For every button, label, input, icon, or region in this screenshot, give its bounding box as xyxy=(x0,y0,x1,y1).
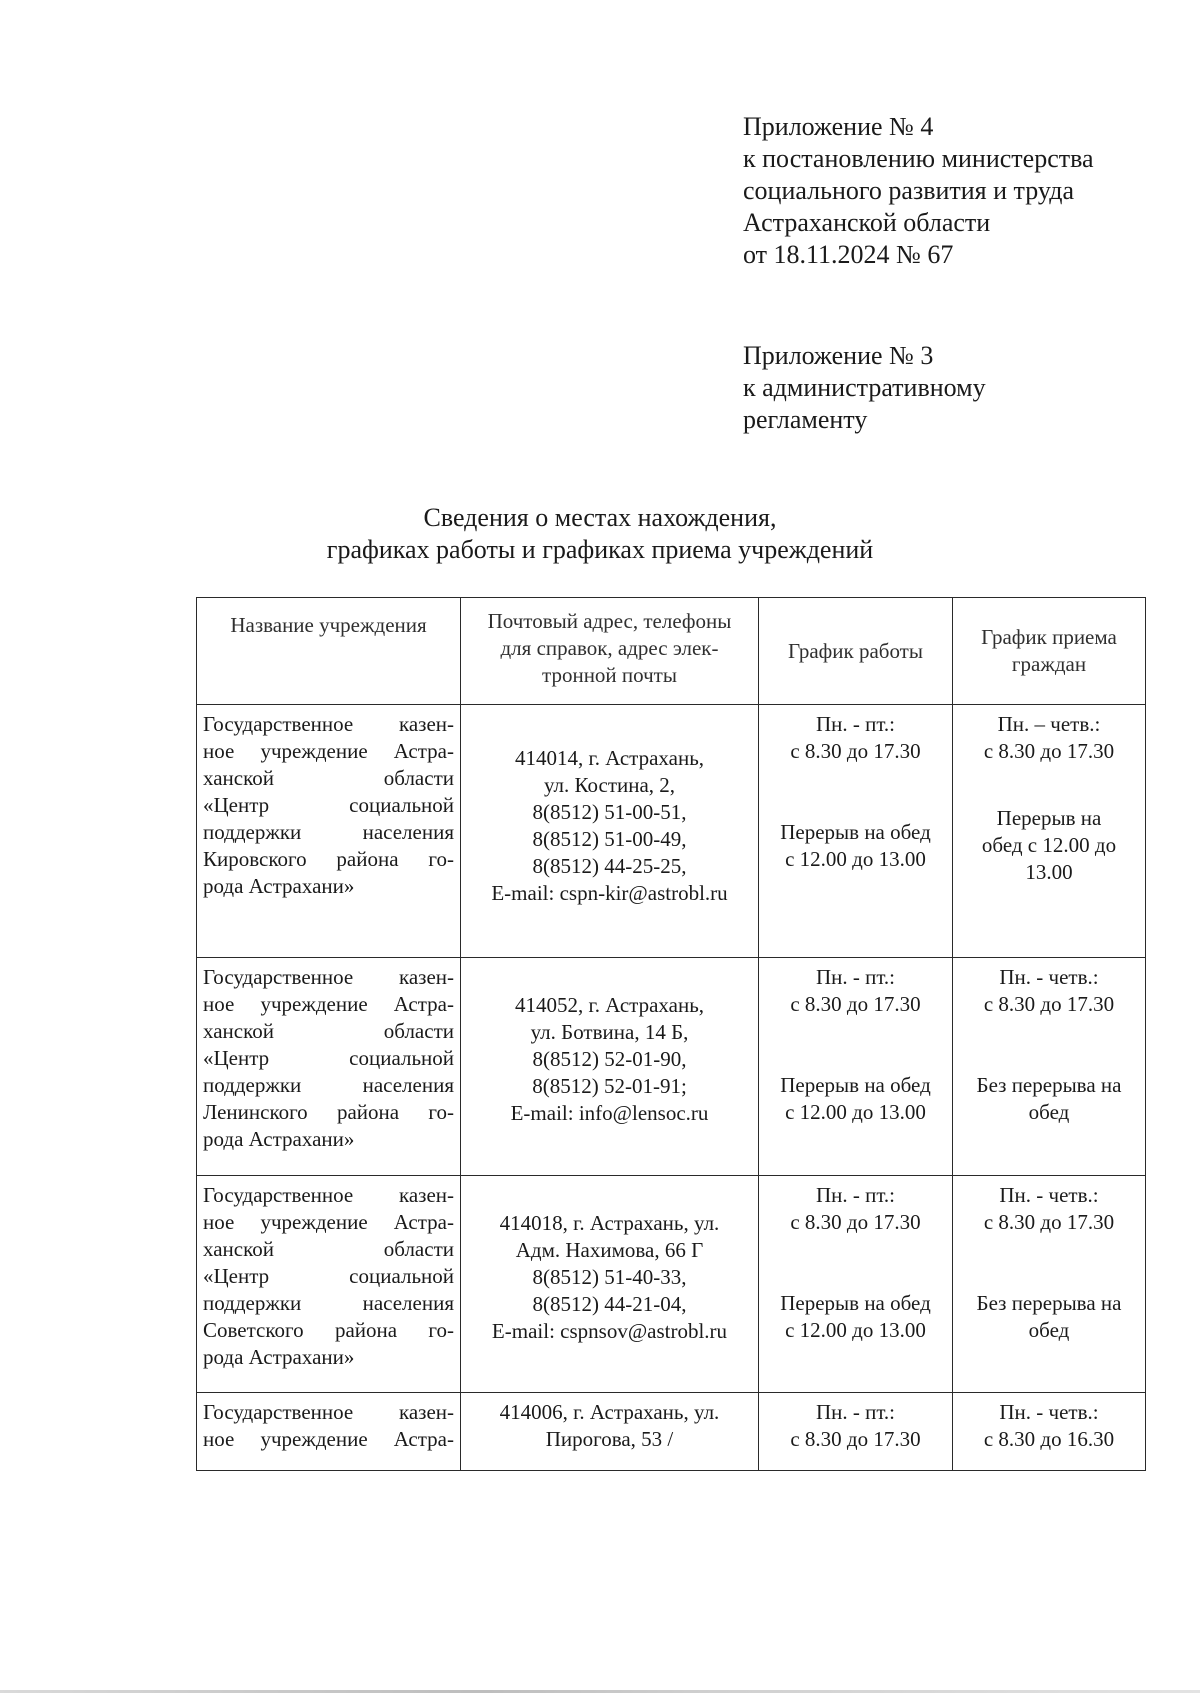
institution-address xyxy=(461,1176,759,1392)
scan-bottom-edge xyxy=(0,1690,1200,1693)
address-line: Пирогова, 53 / xyxy=(545,1427,674,1451)
institution-name xyxy=(197,1393,461,1470)
table-row xyxy=(197,1176,1145,1393)
appendix-4-line: Приложение № 4 xyxy=(743,112,934,141)
institution-address xyxy=(461,958,759,1175)
header-reception-line: граждан xyxy=(1011,652,1087,676)
work-schedule xyxy=(759,958,953,1175)
schedule-hours: с 8.30 до 17.30 xyxy=(790,1210,921,1234)
lunch-break: обед с 12.00 до xyxy=(981,833,1117,857)
lunch-break-hours: с 12.00 до 13.00 xyxy=(785,1100,926,1124)
address-line: ул. Костина, 2, xyxy=(543,773,676,797)
header-address-line: для справок, адрес элек- xyxy=(500,636,719,660)
name-line: рода Астрахани» xyxy=(203,1345,355,1369)
name-line: ное учреждение Астра- xyxy=(203,992,454,1016)
name-line: Государственное казен- xyxy=(203,1400,454,1424)
phone-line: 8(8512) 51-40-33, xyxy=(532,1265,687,1289)
table-row xyxy=(197,705,1145,958)
table-header-row xyxy=(197,598,1145,705)
institutions-table xyxy=(196,597,1146,1471)
name-line: Кировского района го- xyxy=(203,847,454,871)
header-institution-name: Название учреждения xyxy=(197,598,461,704)
schedule-days: Пн. - четв.: xyxy=(999,1400,1099,1424)
name-line: ное учреждение Астра- xyxy=(203,739,454,763)
lunch-break: Перерыв на обед xyxy=(780,1073,931,1097)
appendix-3-line: регламенту xyxy=(743,405,868,434)
reception-schedule xyxy=(953,1393,1145,1470)
header-work-schedule: График работы xyxy=(759,598,953,704)
name-line: Ленинского района го- xyxy=(203,1100,454,1124)
lunch-break: Перерыв на xyxy=(996,806,1102,830)
no-break: Без перерыва на xyxy=(976,1291,1122,1315)
schedule-hours: с 8.30 до 17.30 xyxy=(790,1427,921,1451)
institution-name xyxy=(197,705,461,957)
reception-schedule xyxy=(953,705,1145,957)
email-line: E-mail: info@lensoc.ru xyxy=(510,1101,709,1125)
name-line: ное учреждение Астра- xyxy=(203,1427,454,1451)
name-line: Советского района го- xyxy=(203,1318,454,1342)
institution-address xyxy=(461,705,759,957)
name-line: рода Астрахани» xyxy=(203,874,355,898)
schedule-hours: с 8.30 до 17.30 xyxy=(983,992,1115,1016)
header-reception-schedule xyxy=(953,598,1145,704)
name-line: Государственное казен- xyxy=(203,965,454,989)
appendix-3-line: Приложение № 3 xyxy=(743,341,934,370)
no-break: Без перерыва на xyxy=(976,1073,1122,1097)
email-line: E-mail: cspn-kir@astrobl.ru xyxy=(491,881,728,905)
phone-line: 8(8512) 52-01-91; xyxy=(532,1074,687,1098)
name-line: рода Астрахани» xyxy=(203,1127,355,1151)
lunch-break-hours: с 12.00 до 13.00 xyxy=(785,847,926,871)
name-line: ханской области xyxy=(203,1019,454,1043)
schedule-hours: с 8.30 до 17.30 xyxy=(790,739,921,763)
address-line: 414006, г. Астрахань, ул. xyxy=(499,1400,720,1424)
schedule-days: Пн. - пт.: xyxy=(815,1400,896,1424)
address-line: Адм. Нахимова, 66 Г xyxy=(515,1238,704,1262)
schedule-days: Пн. – четв.: xyxy=(997,712,1101,736)
schedule-hours: с 8.30 до 17.30 xyxy=(790,992,921,1016)
work-schedule xyxy=(759,1393,953,1470)
appendix-3-line: к административному xyxy=(743,373,986,402)
document-title-line: графиках работы и графиках приема учреждений xyxy=(326,535,874,564)
address-line: 414052, г. Астрахань, xyxy=(514,993,705,1017)
reception-schedule xyxy=(953,1176,1145,1392)
schedule-hours: с 8.30 до 17.30 xyxy=(983,739,1115,763)
document-title-line: Сведения о местах нахождения, xyxy=(423,503,777,532)
institution-address xyxy=(461,1393,759,1470)
name-line: ханской области xyxy=(203,1237,454,1261)
appendix-4-line: от 18.11.2024 № 67 xyxy=(743,240,954,269)
schedule-hours: с 8.30 до 17.30 xyxy=(983,1210,1115,1234)
appendix-4-line: социального развития и труда xyxy=(743,176,1075,205)
address-line: 414018, г. Астрахань, ул. xyxy=(499,1211,720,1235)
phone-line: 8(8512) 52-01-90, xyxy=(532,1047,687,1071)
lunch-break: Перерыв на обед xyxy=(780,820,931,844)
work-schedule xyxy=(759,1176,953,1392)
appendix-4-header xyxy=(743,111,1094,271)
phone-line: 8(8512) 51-00-49, xyxy=(532,827,687,851)
reception-schedule xyxy=(953,958,1145,1175)
phone-line: 8(8512) 44-25-25, xyxy=(532,854,687,878)
name-line: «Центр социальной xyxy=(203,793,454,817)
header-reception-line: График приема xyxy=(981,625,1117,649)
institution-name xyxy=(197,1176,461,1392)
name-line: «Центр социальной xyxy=(203,1046,454,1070)
table-row xyxy=(197,1393,1145,1471)
schedule-hours: с 8.30 до 16.30 xyxy=(983,1427,1115,1451)
institution-name xyxy=(197,958,461,1175)
schedule-days: Пн. - четв.: xyxy=(999,1183,1099,1207)
appendix-4-line: к постановлению министерства xyxy=(743,144,1094,173)
schedule-days: Пн. - пт.: xyxy=(815,1183,896,1207)
address-line: ул. Ботвина, 14 Б, xyxy=(530,1020,689,1044)
name-line: «Центр социальной xyxy=(203,1264,454,1288)
name-line: ханской области xyxy=(203,766,454,790)
address-line: 414014, г. Астрахань, xyxy=(514,746,705,770)
schedule-days: Пн. - пт.: xyxy=(815,965,896,989)
header-address-line: тронной почты xyxy=(542,663,677,687)
table-row xyxy=(197,958,1145,1176)
schedule-days: Пн. - пт.: xyxy=(815,712,896,736)
name-line: поддержки населения xyxy=(203,1073,454,1097)
header-address-line: Почтовый адрес, телефоны xyxy=(487,609,732,633)
lunch-break: Перерыв на обед xyxy=(780,1291,931,1315)
no-break: обед xyxy=(1028,1318,1070,1342)
document-title xyxy=(0,502,1200,566)
name-line: Государственное казен- xyxy=(203,712,454,736)
name-line: Государственное казен- xyxy=(203,1183,454,1207)
work-schedule xyxy=(759,705,953,957)
header-address xyxy=(461,598,759,704)
lunch-break: 13.00 xyxy=(1025,860,1073,884)
name-line: поддержки населения xyxy=(203,820,454,844)
phone-line: 8(8512) 51-00-51, xyxy=(532,800,687,824)
lunch-break-hours: с 12.00 до 13.00 xyxy=(785,1318,926,1342)
phone-line: 8(8512) 44-21-04, xyxy=(532,1292,687,1316)
name-line: поддержки населения xyxy=(203,1291,454,1315)
schedule-days: Пн. - четв.: xyxy=(999,965,1099,989)
appendix-3-header xyxy=(743,340,986,436)
name-line: ное учреждение Астра- xyxy=(203,1210,454,1234)
email-line: E-mail: cspnsov@astrobl.ru xyxy=(491,1319,728,1343)
appendix-4-line: Астраханской области xyxy=(743,208,991,237)
no-break: обед xyxy=(1028,1100,1070,1124)
